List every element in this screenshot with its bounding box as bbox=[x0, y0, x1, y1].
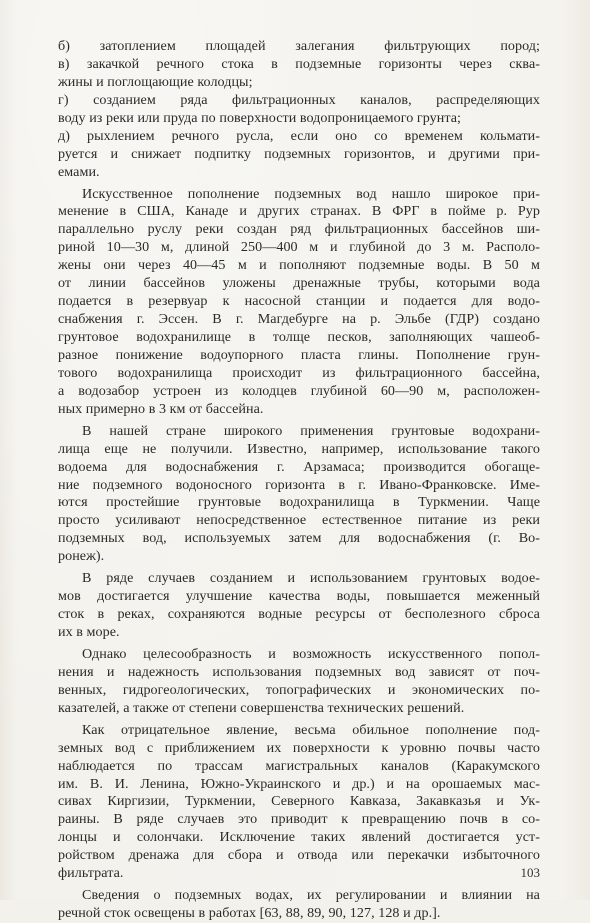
text-line: казателей, а также от степени совершенства технических решений. bbox=[58, 699, 465, 716]
text-line: д) рыхлением речного русла, если оно со временем кольмати- bbox=[58, 127, 540, 144]
text-line: лища еще не получили. Известно, например, использование такого bbox=[58, 440, 540, 457]
text-line: В ряде случаев созданием и использованием грунтовых водое- bbox=[82, 570, 540, 587]
text-line: жины и поглощающие колодцы; bbox=[58, 73, 253, 90]
text-line: фильтрата. bbox=[58, 865, 124, 882]
paragraph bbox=[58, 570, 540, 642]
text-line: б) затоплением площадей залегания фильтрующих пород; bbox=[58, 38, 540, 54]
text-line: лонцы и солончаки. Исключение таких явлений достигается уст- bbox=[58, 829, 540, 846]
text-line: воду из реки или пруда по поверхности водопроницаемого грунта; bbox=[58, 109, 461, 126]
page-body-text bbox=[58, 38, 540, 923]
paragraph bbox=[58, 646, 540, 718]
page-number: 103 bbox=[520, 865, 540, 880]
text-line: им. В. И. Ленина, Южно-Украинского и др.) и на орошаемых мас- bbox=[58, 775, 540, 792]
text-line: от линии бассейнов уложены дренажные трубы, которыми вода bbox=[58, 275, 540, 292]
text-line: их в море. bbox=[58, 624, 120, 640]
paragraph bbox=[58, 186, 540, 419]
text-line: наблюдается по трассам магистральных каналов (Каракумского bbox=[58, 757, 540, 774]
text-line: мов достигается улучшение качества воды, повышается меженный bbox=[58, 588, 540, 605]
text-line: параллельно руслу реки создан ряд фильтрационных бассейнов ши- bbox=[58, 221, 540, 238]
text-line: Сведения о подземных водах, их регулировании и влиянии на bbox=[82, 887, 540, 904]
text-line: просто усиливают непосредственное естественное питание из реки bbox=[58, 512, 540, 529]
paragraph bbox=[58, 722, 540, 883]
text-line: водоема для водоснабжения г. Арзамаса; производится обогаще- bbox=[58, 458, 540, 475]
text-line: риной 10—30 м, длиной 250—400 м и глубиной до 3 м. Располо- bbox=[58, 239, 540, 256]
text-line: ройством дренажа для сбора и отвода или перекачки избыточного bbox=[58, 847, 540, 864]
text-line: разное понижение водоупорного пласта глины. Пополнение грун- bbox=[58, 346, 540, 363]
text-line: Как отрицательное явление, весьма обильное пополнение под- bbox=[82, 721, 540, 738]
text-line: ных примерно в 3 км от бассейна. bbox=[58, 400, 264, 417]
text-line: венных, гидрогеологических, топографических и экономических по- bbox=[58, 681, 540, 698]
text-line: менение в США, Канаде и других странах. В ФРГ в пойме р. Рур bbox=[58, 203, 540, 220]
text-line: раины. В ряде случаев это приводит к превращению почв в со- bbox=[58, 811, 540, 828]
paragraph bbox=[58, 887, 540, 923]
text-line: нения и надежность использования подземных вод зависят от поч- bbox=[58, 663, 540, 680]
paragraph bbox=[58, 423, 540, 567]
text-line: а водозабор устроен из колодцев глубиной 60—90 м, расположен- bbox=[58, 382, 540, 399]
text-line: емами. bbox=[58, 163, 100, 180]
text-line: Однако целесообразность и возможность искусственного попол- bbox=[82, 645, 540, 662]
text-line: Искусственное пополнение подземных вод нашло широкое при- bbox=[82, 185, 540, 202]
text-line: сток в реках, сохраняются водные ресурсы от бесполезного сброса bbox=[58, 606, 540, 623]
text-line: ние подземного водоносного горизонта в г. Ивано-Франковске. Име- bbox=[58, 476, 540, 493]
text-line: снабжения г. Эссен. В г. Магдебурге на р. Эльбе (ГДР) создано bbox=[58, 311, 540, 328]
text-line: сивах Киргизии, Туркмении, Северного Кавказа, Закавказья и Ук- bbox=[58, 793, 540, 810]
text-line: руется и снижает подпитку подземных горизонтов, и другими при- bbox=[58, 145, 540, 162]
text-line: подземных вод, используемых затем для водоснабжения (г. Во- bbox=[58, 530, 540, 547]
text-line: подается в резервуар к насосной станции и подается для водо- bbox=[58, 293, 540, 310]
text-line: жены они через 40—45 м и пополняют подземные воды. В 50 м bbox=[58, 257, 540, 274]
text-line: ронеж). bbox=[58, 548, 105, 565]
text-line: в) закачкой речного стока в подземные горизонты через сква- bbox=[58, 55, 540, 72]
text-line: тового водохранилища происходит из фильтрационного бассейна, bbox=[58, 364, 540, 381]
paragraph bbox=[58, 38, 540, 182]
text-line: земных вод с приближением их поверхности к уровню почвы часто bbox=[58, 739, 540, 756]
text-line: г) созданием ряда фильтрационных каналов, распределяющих bbox=[58, 91, 540, 108]
text-line: речной сток освещены в работах [63, 88, 89, 90, 127, 128 и др.]. bbox=[58, 905, 441, 922]
text-line: грунтовое водохранилище в толще песков, заполняющих чашеоб- bbox=[58, 329, 540, 345]
text-line: ются простейшие грунтовые водохранилища в Туркмении. Чаще bbox=[58, 494, 540, 511]
text-line: В нашей стране широкого применения грунтовые водохрани- bbox=[82, 422, 540, 439]
